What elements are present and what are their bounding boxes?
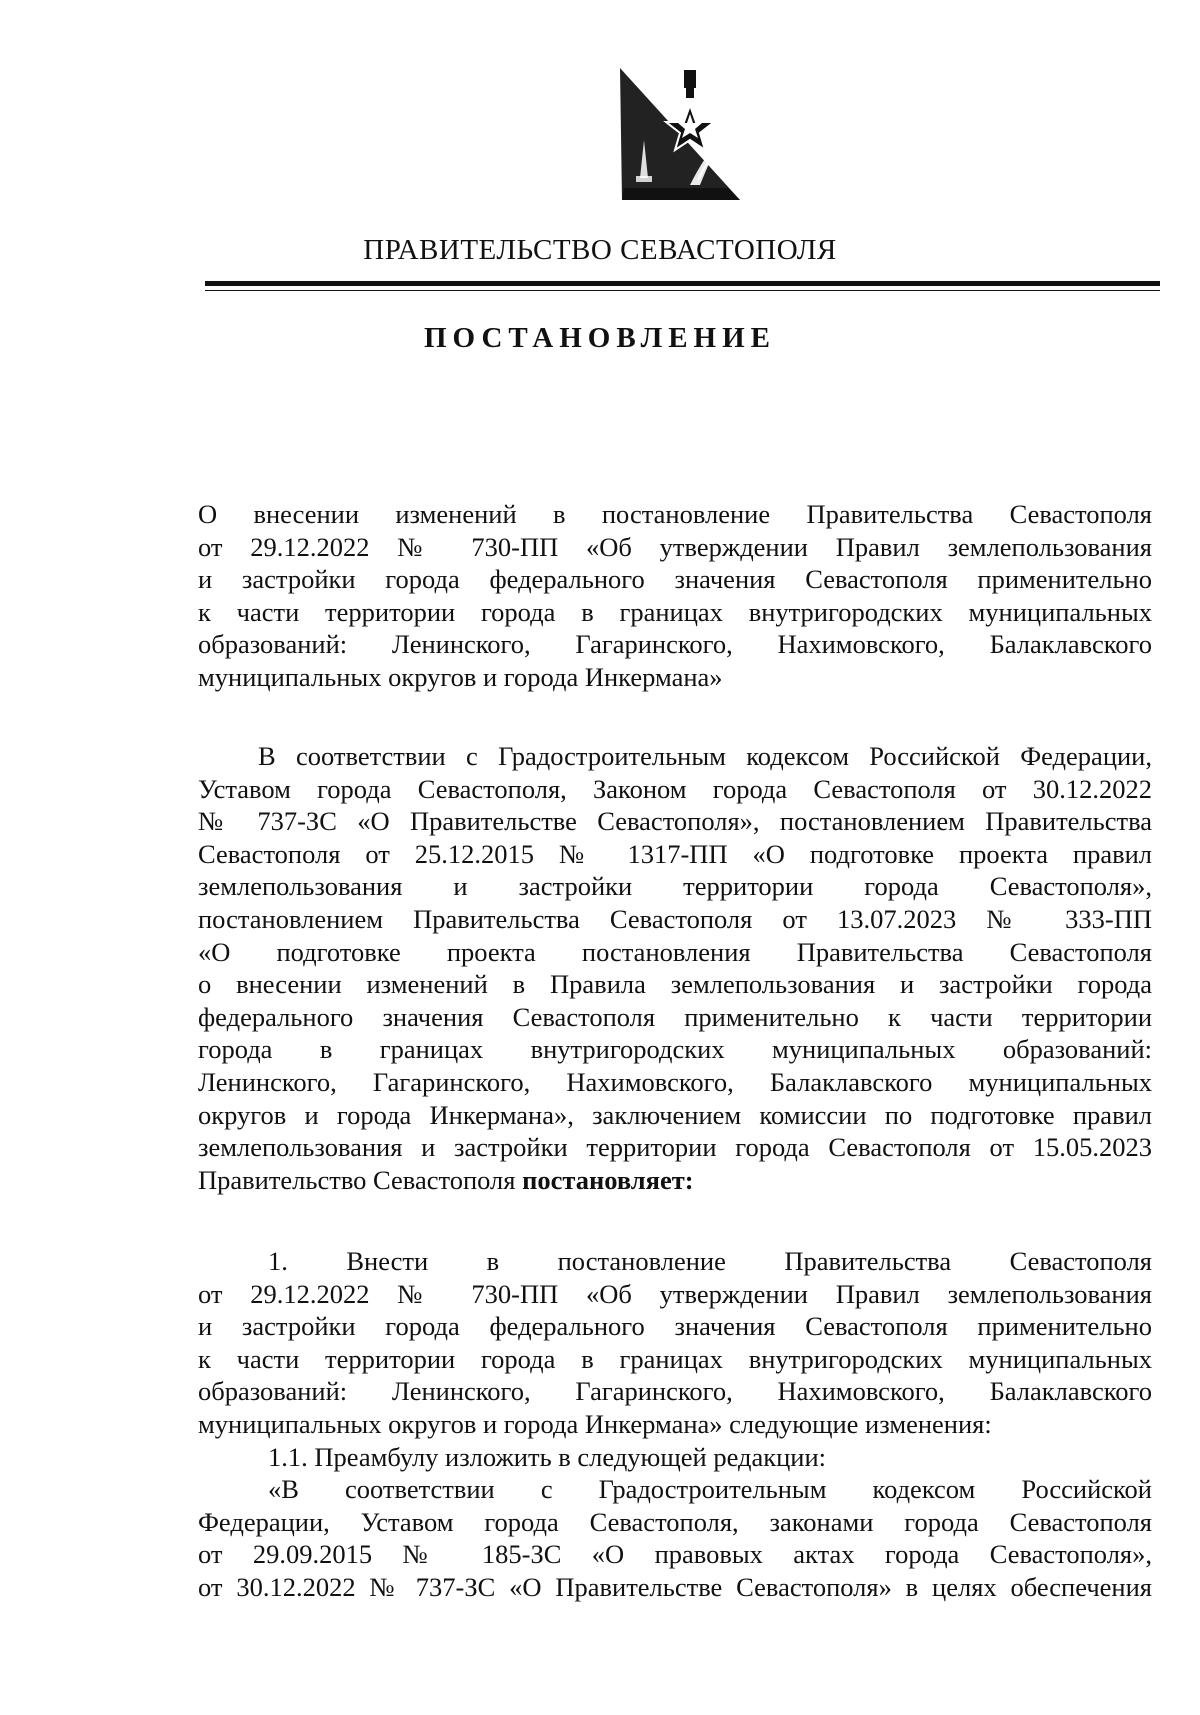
document-title — [198, 498, 1152, 694]
item-line: и застройки города федерального значения Севастополя применительно — [198, 1311, 1152, 1342]
item-1 — [198, 1245, 1152, 1604]
preamble-line: округов и города Инкермана», заключением комиссии по подготовке правил — [198, 1099, 1152, 1130]
title-line: к части территории города в границах внутригородских муниципальных — [198, 596, 1152, 627]
title-line: и застройки города федерального значения Севастополя применительно — [198, 564, 1152, 595]
preamble-line: федерального значения Севастополя применительно к части территории — [198, 1001, 1152, 1032]
preamble-final-text: Правительство Севастополя — [198, 1164, 523, 1195]
preamble-line: о внесении изменений в Правила землепользования и застройки города — [198, 969, 1152, 1000]
resolves-keyword: постановляет: — [522, 1164, 694, 1195]
item-line: образований: Ленинского, Гагаринского, Нахимовского, Балаклавского — [198, 1376, 1152, 1407]
item-1-1: 1.1. Преамбулу изложить в следующей редакции: — [268, 1441, 827, 1472]
document-type: ПОСТАНОВЛЕНИЕ — [423, 322, 776, 354]
preamble-line: № 737-ЗС «О Правительстве Севастополя», постановлением Правительства — [198, 806, 1152, 837]
item-line: муниципальных округов и города Инкермана» следующие изменения: — [198, 1408, 992, 1439]
preamble-line: Севастополя от 25.12.2015 № 1317-ПП «О подготовке проекта правил — [198, 838, 1152, 869]
preamble-line: города в границах внутригородских муниципальных образований: — [198, 1034, 1152, 1065]
preamble-final-line — [198, 1164, 1152, 1197]
organization-name: ПРАВИТЕЛЬСТВО СЕВАСТОПОЛЯ — [363, 234, 837, 266]
preamble-line: землепользования и застройки территории города Севастополя от 15.05.2023 — [198, 1132, 1152, 1163]
preamble-line: Уставом города Севастополя, Законом города Севастополя от 30.12.2022 — [198, 773, 1152, 804]
preamble-line: «О подготовке проекта постановления Правительства Севастополя — [198, 936, 1152, 967]
preamble-line: землепользования и застройки территории города Севастополя», — [198, 871, 1152, 902]
preamble-line: постановлением Правительства Севастополя от 13.07.2023 № 333-ПП — [198, 903, 1152, 934]
header-divider-thin — [205, 290, 1160, 291]
item-line: от 29.12.2022 № 730-ПП «Об утверждении Правил землепользования — [198, 1278, 1152, 1309]
quote-line: от 30.12.2022 № 737-ЗС «О Правительстве Севастополя» в целях обеспечения — [198, 1571, 1152, 1602]
title-line: О внесении изменений в постановление Правительства Севастополя — [198, 499, 1152, 529]
title-line: от 29.12.2022 № 730-ПП «Об утверждении Правил землепользования — [198, 531, 1152, 562]
quote-line: от 29.09.2015 № 185-ЗС «О правовых актах города Севастополя», — [198, 1539, 1152, 1570]
title-line: муниципальных округов и города Инкермана» — [198, 661, 723, 692]
item-line: 1. Внести в постановление Правительства Севастополя — [268, 1246, 1152, 1276]
sevastopol-coat-of-arms-icon — [610, 60, 760, 210]
item-line: к части территории города в границах внутригородских муниципальных — [198, 1343, 1152, 1374]
header-divider-thick — [205, 281, 1160, 286]
quote-line: «В соответствии с Градостроительным кодексом Российской — [268, 1474, 1152, 1505]
preamble-line: Ленинского, Гагаринского, Нахимовского, Балаклавского муниципальных — [198, 1066, 1152, 1097]
preamble-line: В соответствии с Градостроительным кодексом Российской Федерации, — [258, 741, 1152, 771]
quote-line: Федерации, Уставом города Севастополя, законами города Севастополя — [198, 1506, 1152, 1537]
title-line: образований: Ленинского, Гагаринского, Нахимовского, Балаклавского — [198, 629, 1152, 660]
preamble — [198, 740, 1152, 1196]
